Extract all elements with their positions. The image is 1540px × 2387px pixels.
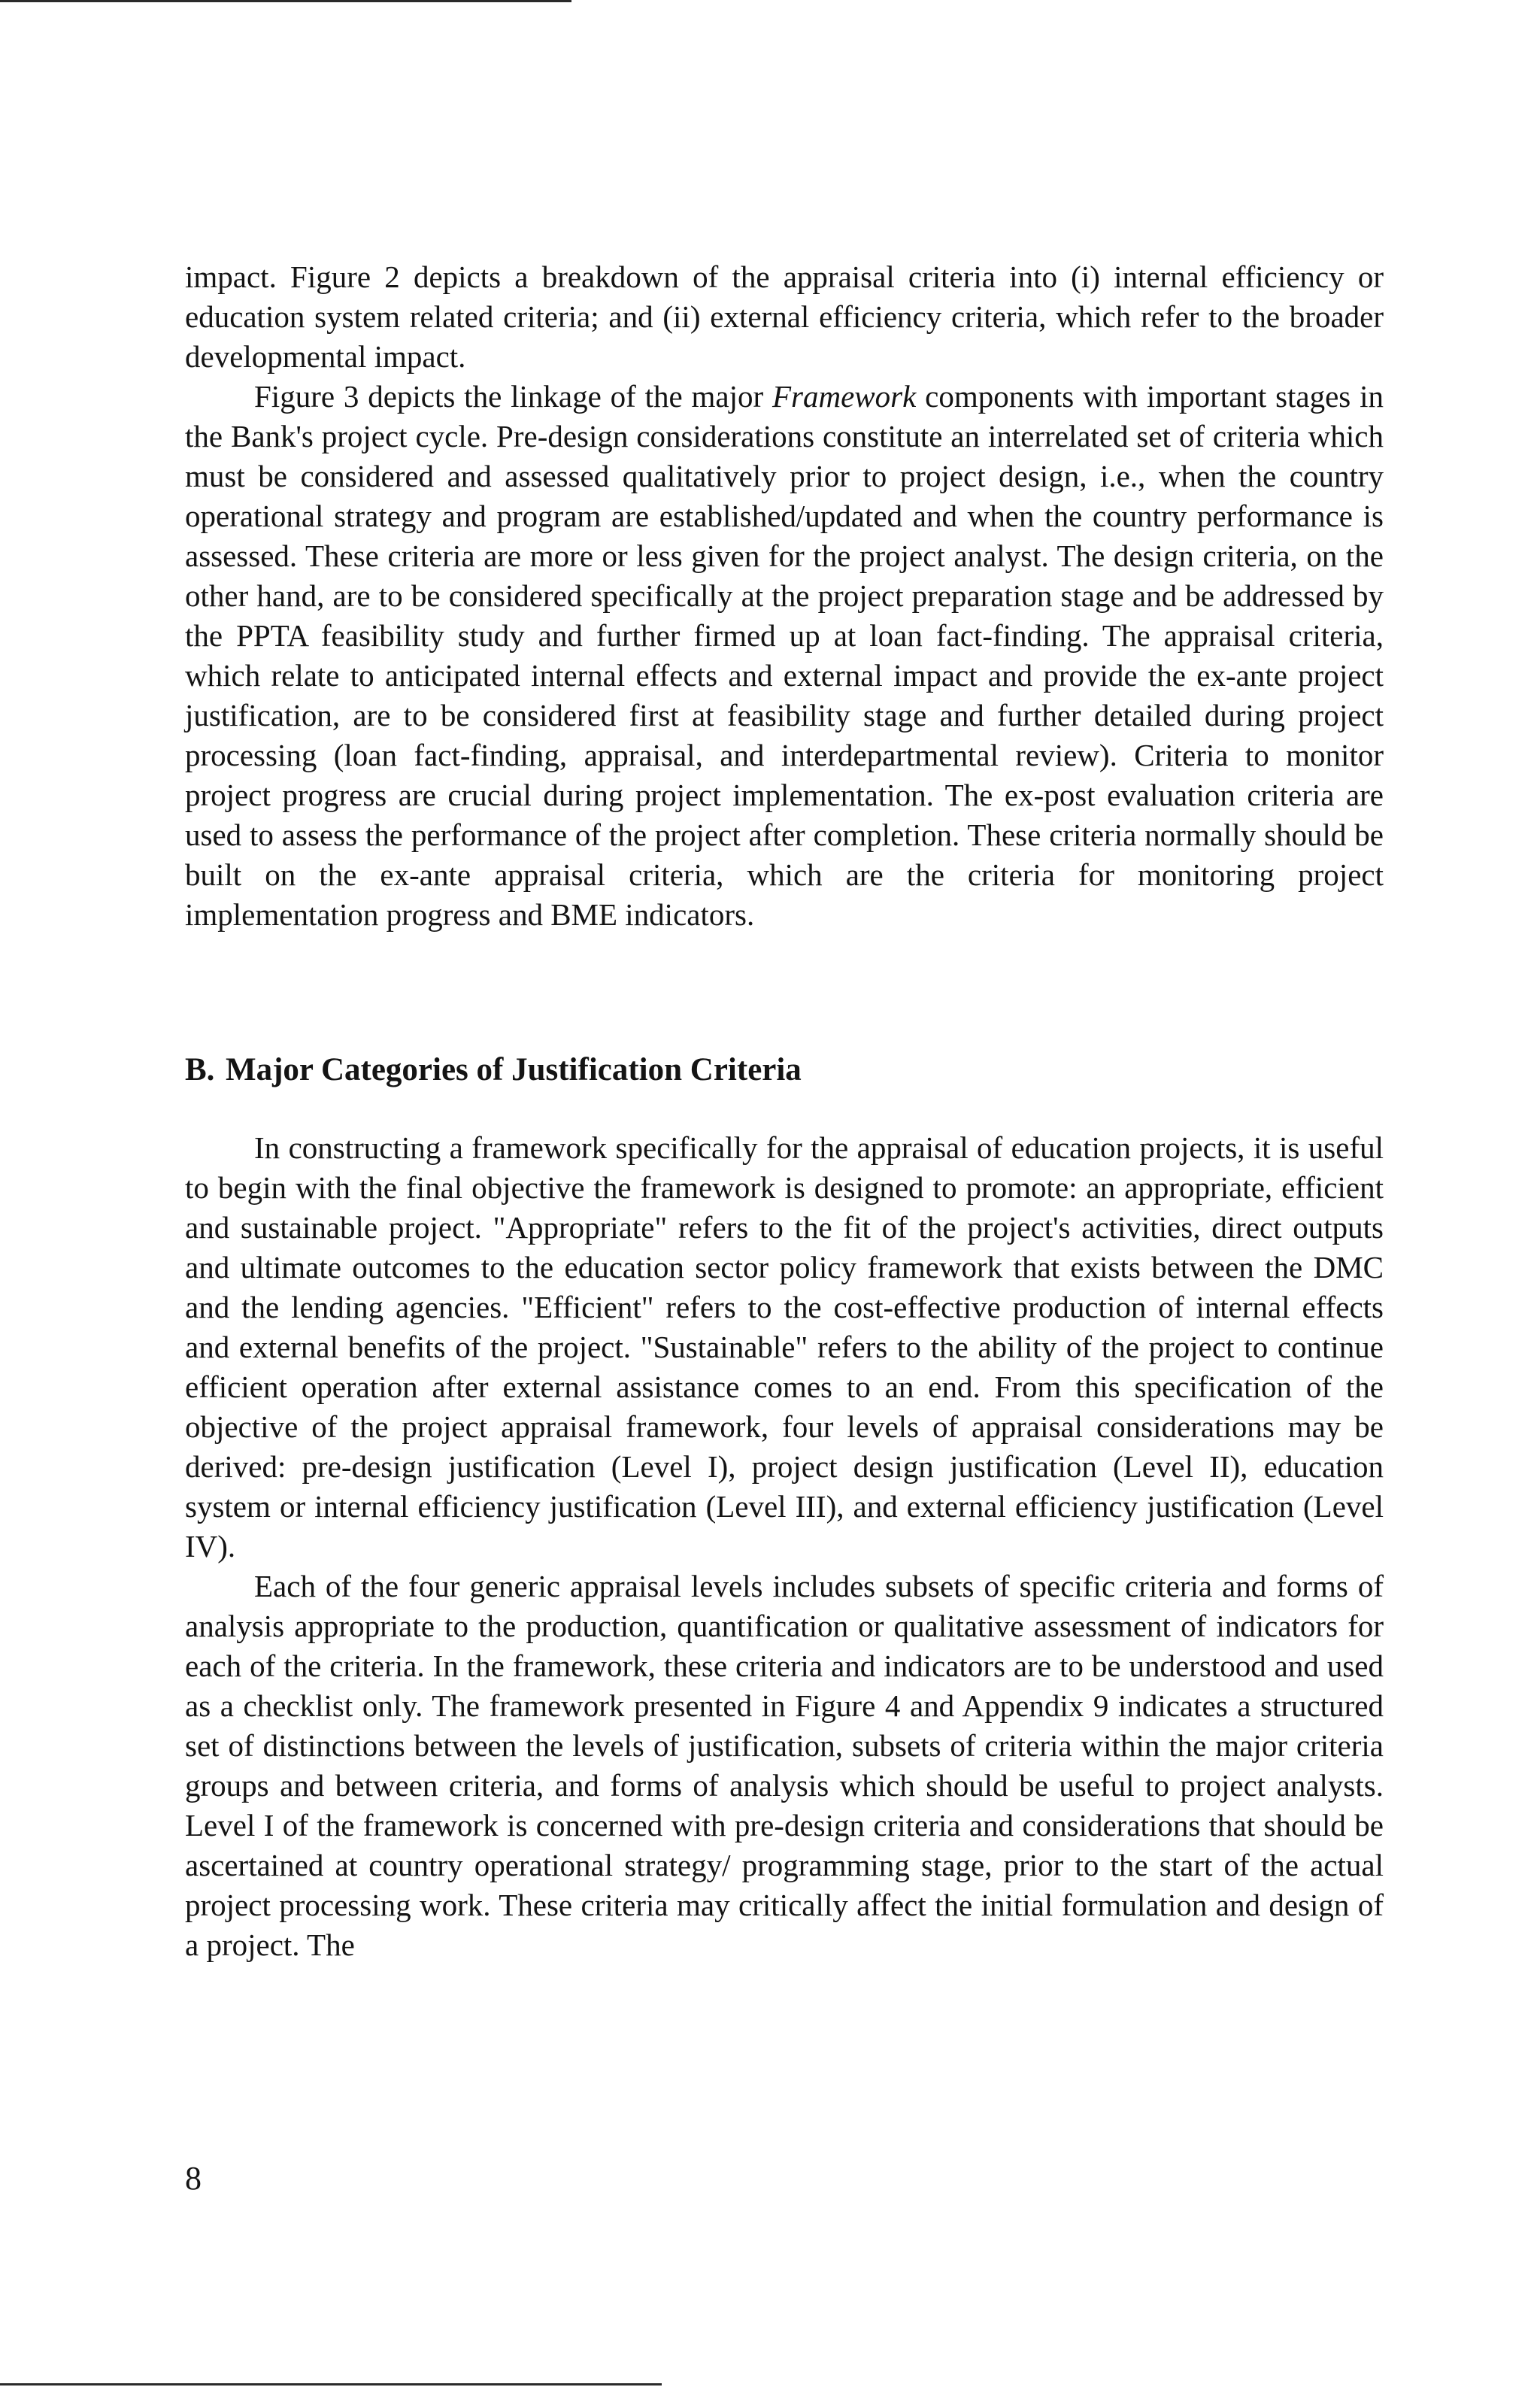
paragraph-figure-3 xyxy=(185,377,1384,935)
continued-paragraph: impact. Figure 2 depicts a breakdown of the appraisal criteria into (i) internal efficiency or education system related criteria; and (ii) external efficiency criteria, which refer to the broader developmental impact. xyxy=(185,259,1384,374)
section-title: Major Categories of Justification Criteria xyxy=(226,1052,802,1087)
section-letter: B. xyxy=(185,1052,215,1087)
text-block-bottom xyxy=(185,1128,1384,1965)
framework-italic: Framework xyxy=(772,379,917,414)
text-block-top xyxy=(185,257,1384,935)
paragraph-four-levels: Each of the four generic appraisal levels includes subsets of specific criteria and forms of analysis appropriate to the production, quantification or qualitative assessment of indicators for each of the criteria. In the framework, these criteria and indicators are to be understood and used as a checklist only. The framework presented in Figure 4 and Appendix 9 indicates a structured set of distinctions between the levels of justification, subsets of criteria within the major criteria groups and between criteria, and forms of analysis which should be useful to project analysts. Level I of the framework is concerned with pre-design criteria and considerations that should be ascertained at country operational strategy/ programming stage, prior to the start of the actual project processing work. These criteria may critically affect the initial formulation and design of a project. The xyxy=(185,1569,1384,1962)
scan-edge-top xyxy=(0,0,571,2)
paragraph-figure-3-after: components with important stages in the Bank's project cycle. Pre-design considerations constitute an interrelated set of criteria which must be considered and assessed qualitatively prior to project design, i.e., when the country operational strategy and program are established/updated and when the country performance is assessed. These criteria are more or less given for the project analyst. The design criteria, on the other hand, are to be considered specifically at the project preparation stage and be addressed by the PPTA feasibility study and further firmed up at loan fact-finding. The appraisal criteria, which relate to anticipated internal effects and external impact and provide the ex-ante project justification, are to be considered first at feasibility stage and further detailed during project processing (loan fact-finding, appraisal, and interdepartmental review). Criteria to monitor project progress are crucial during project implementation. The ex-post evaluation criteria are used to assess the performance of the project after completion. These criteria normally should be built on the ex-ante appraisal criteria, which are the criteria for monitoring project implementation progress and BME indicators. xyxy=(185,379,1384,932)
page-number: 8 xyxy=(185,2160,202,2197)
scan-edge-bottom xyxy=(0,2383,662,2385)
paragraph-figure-3-before: Figure 3 depicts the linkage of the major xyxy=(254,379,772,414)
section-heading xyxy=(185,1050,802,1090)
paragraph-section-intro: In constructing a framework specifically for the appraisal of education projects, it is useful to begin with the final objective the framework is designed to promote: an appropriate, efficient and sustainable project. "Appropriate" refers to the fit of the project's activities, direct outputs and ultimate outcomes to the education sector policy framework that exists between the DMC and the lending agencies. "Efficient" refers to the cost-effective production of internal effects and external benefits of the project. "Sustainable" refers to the ability of the project to continue efficient operation after external assistance comes to an end. From this specification of the objective of the project appraisal framework, four levels of appraisal considerations may be derived: pre-design justification (Level I), project design justification (Level II), education system or internal efficiency justification (Level III), and external efficiency justification (Level IV). xyxy=(185,1130,1384,1564)
